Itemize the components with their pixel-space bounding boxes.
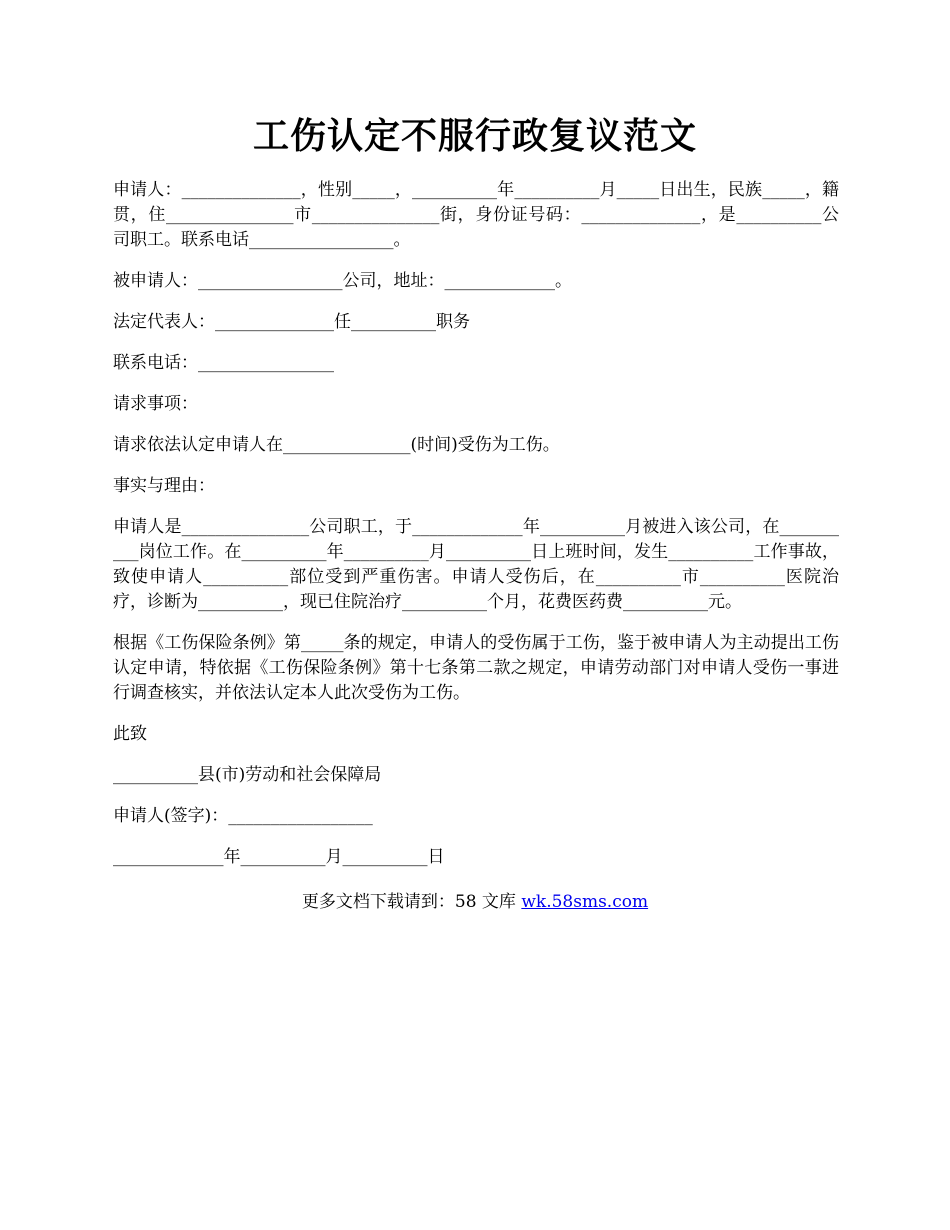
facts-heading: 事实与理由： — [113, 476, 215, 496]
salutation: 此致 — [113, 724, 147, 744]
document-body — [113, 178, 839, 886]
respondent-paragraph: 被申请人：_________________公司，地址：_____________。 — [113, 271, 572, 291]
document-title: 工伤认定不服行政复议范文 — [252, 115, 697, 157]
signature-date: _____________年__________月__________日 — [113, 847, 445, 867]
legal-representative-paragraph: 法定代表人：______________任__________职务 — [113, 312, 470, 332]
facts-paragraph: 申请人是_______________公司职工，于_____________年__________月被进入该公司，在__________岗位工作。在__________年__________月__________日上班时间，发生__________工作事故，致使申请人__________部位受到严重伤害。申请人受伤后，在__________市__________医院治疗，诊断为__________，现已住院治疗__________个月，花费医药费__________元。 — [113, 517, 839, 612]
footer-text: 更多文档下载请到：58 文库 — [301, 892, 522, 912]
recipient-office: __________县(市)劳动和社会保障局 — [113, 765, 382, 785]
request-paragraph: 请求依法认定申请人在_______________(时间)受伤为工伤。 — [113, 435, 560, 455]
legal-basis-paragraph: 根据《工伤保险条例》第_____条的规定，申请人的受伤属于工伤，鉴于被申请人为主动提出工伤认定申请，特依据《工伤保险条例》第十七条第二款之规定，申请劳动部门对申请人受伤一事进行调查核实，并依法认定本人此次受伤为工伤。 — [113, 633, 839, 703]
download-footer — [0, 889, 950, 915]
request-heading: 请求事项： — [113, 394, 198, 414]
footer-link[interactable]: wk.58sms.com — [521, 892, 649, 912]
contact-phone-paragraph: 联系电话：________________ — [113, 353, 334, 373]
applicant-paragraph: 申请人：______________，性别_____，__________年__________月_____日出生，民族_____，籍贯，住_______________市_______________街，身份证号码：______________，是__________公司职工。联系电话_________________。 — [113, 180, 839, 250]
applicant-signature: 申请人(签字)：_________________ — [113, 806, 373, 826]
